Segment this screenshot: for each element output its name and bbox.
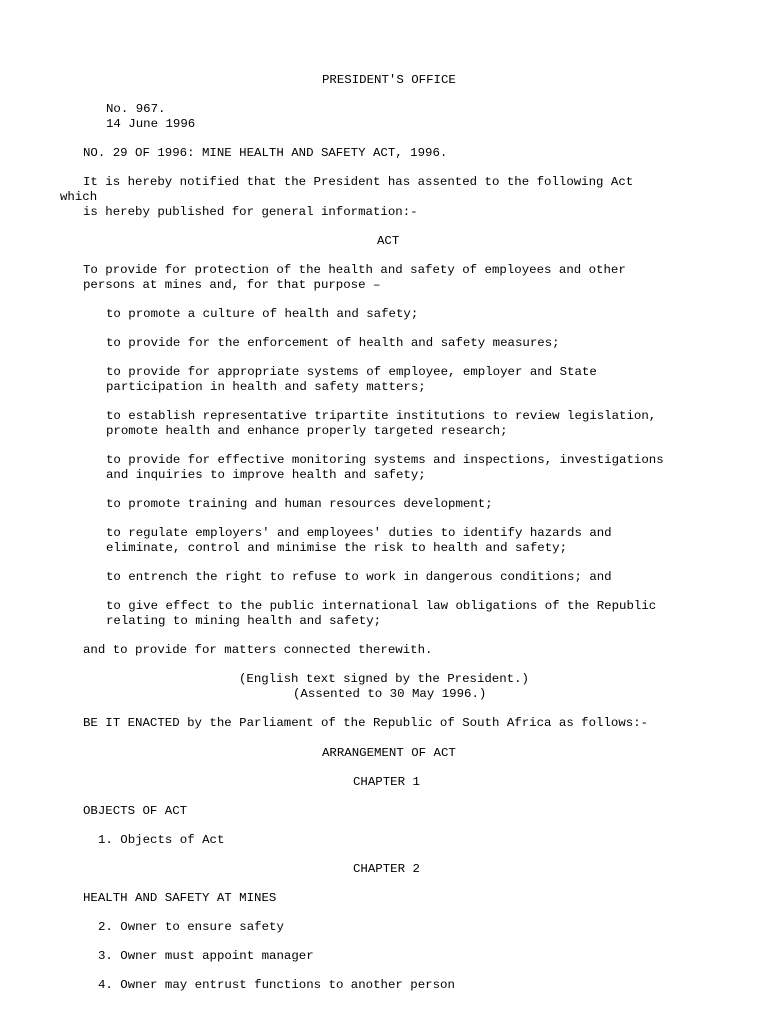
- purpose-item: to provide for the enforcement of health and safety measures;: [106, 336, 560, 350]
- signature-line: (English text signed by the President.): [239, 672, 529, 686]
- enactment-clause: BE IT ENACTED by the Parliament of the Republic of South Africa as follows:-: [83, 716, 649, 730]
- section-entry: 1. Objects of Act: [98, 833, 225, 847]
- notice-line-2: which: [60, 190, 98, 204]
- notice-number: No. 967.: [106, 102, 166, 116]
- notice-date: 14 June 1996: [106, 117, 196, 131]
- assent-line: (Assented to 30 May 1996.): [293, 687, 487, 701]
- closing-purpose: and to provide for matters connected therewith.: [83, 643, 433, 657]
- purpose-item: to promote a culture of health and safety;: [106, 307, 419, 321]
- purpose-item: to promote training and human resources development;: [106, 497, 493, 511]
- chapter-heading: CHAPTER 2: [353, 862, 420, 876]
- purpose-item-continued: eliminate, control and minimise the risk to health and safety;: [106, 541, 568, 555]
- chapter-title: OBJECTS OF ACT: [83, 804, 188, 818]
- purpose-item: to give effect to the public international law obligations of the Republic: [106, 599, 657, 613]
- act-title: NO. 29 OF 1996: MINE HEALTH AND SAFETY ACT, 1996.: [83, 146, 448, 160]
- purpose-item-continued: participation in health and safety matters;: [106, 380, 426, 394]
- arrangement-heading: ARRANGEMENT OF ACT: [322, 746, 456, 760]
- notice-line-1: It is hereby notified that the President has assented to the following Act: [83, 175, 634, 189]
- section-entry: 3. Owner must appoint manager: [98, 949, 314, 963]
- section-entry: 4. Owner may entrust functions to another person: [98, 978, 455, 992]
- section-entry: 2. Owner to ensure safety: [98, 920, 284, 934]
- purpose-item-continued: and inquiries to improve health and safety;: [106, 468, 426, 482]
- purpose-item: to entrench the right to refuse to work in dangerous conditions; and: [106, 570, 612, 584]
- act-heading: ACT: [377, 234, 400, 248]
- purpose-item-continued: relating to mining health and safety;: [106, 614, 382, 628]
- chapter-heading: CHAPTER 1: [353, 775, 420, 789]
- office-heading: PRESIDENT'S OFFICE: [322, 73, 456, 87]
- preamble-line-2: persons at mines and, for that purpose –: [83, 278, 381, 292]
- chapter-title: HEALTH AND SAFETY AT MINES: [83, 891, 277, 905]
- purpose-item: to establish representative tripartite institutions to review legislation,: [106, 409, 657, 423]
- purpose-item: to provide for effective monitoring systems and inspections, investigations: [106, 453, 664, 467]
- purpose-item: to regulate employers' and employees' duties to identify hazards and: [106, 526, 612, 540]
- purpose-item: to provide for appropriate systems of employee, employer and State: [106, 365, 597, 379]
- notice-line-3: is hereby published for general information:-: [83, 205, 418, 219]
- purpose-item-continued: promote health and enhance properly targeted research;: [106, 424, 508, 438]
- preamble-line-1: To provide for protection of the health and safety of employees and other: [83, 263, 626, 277]
